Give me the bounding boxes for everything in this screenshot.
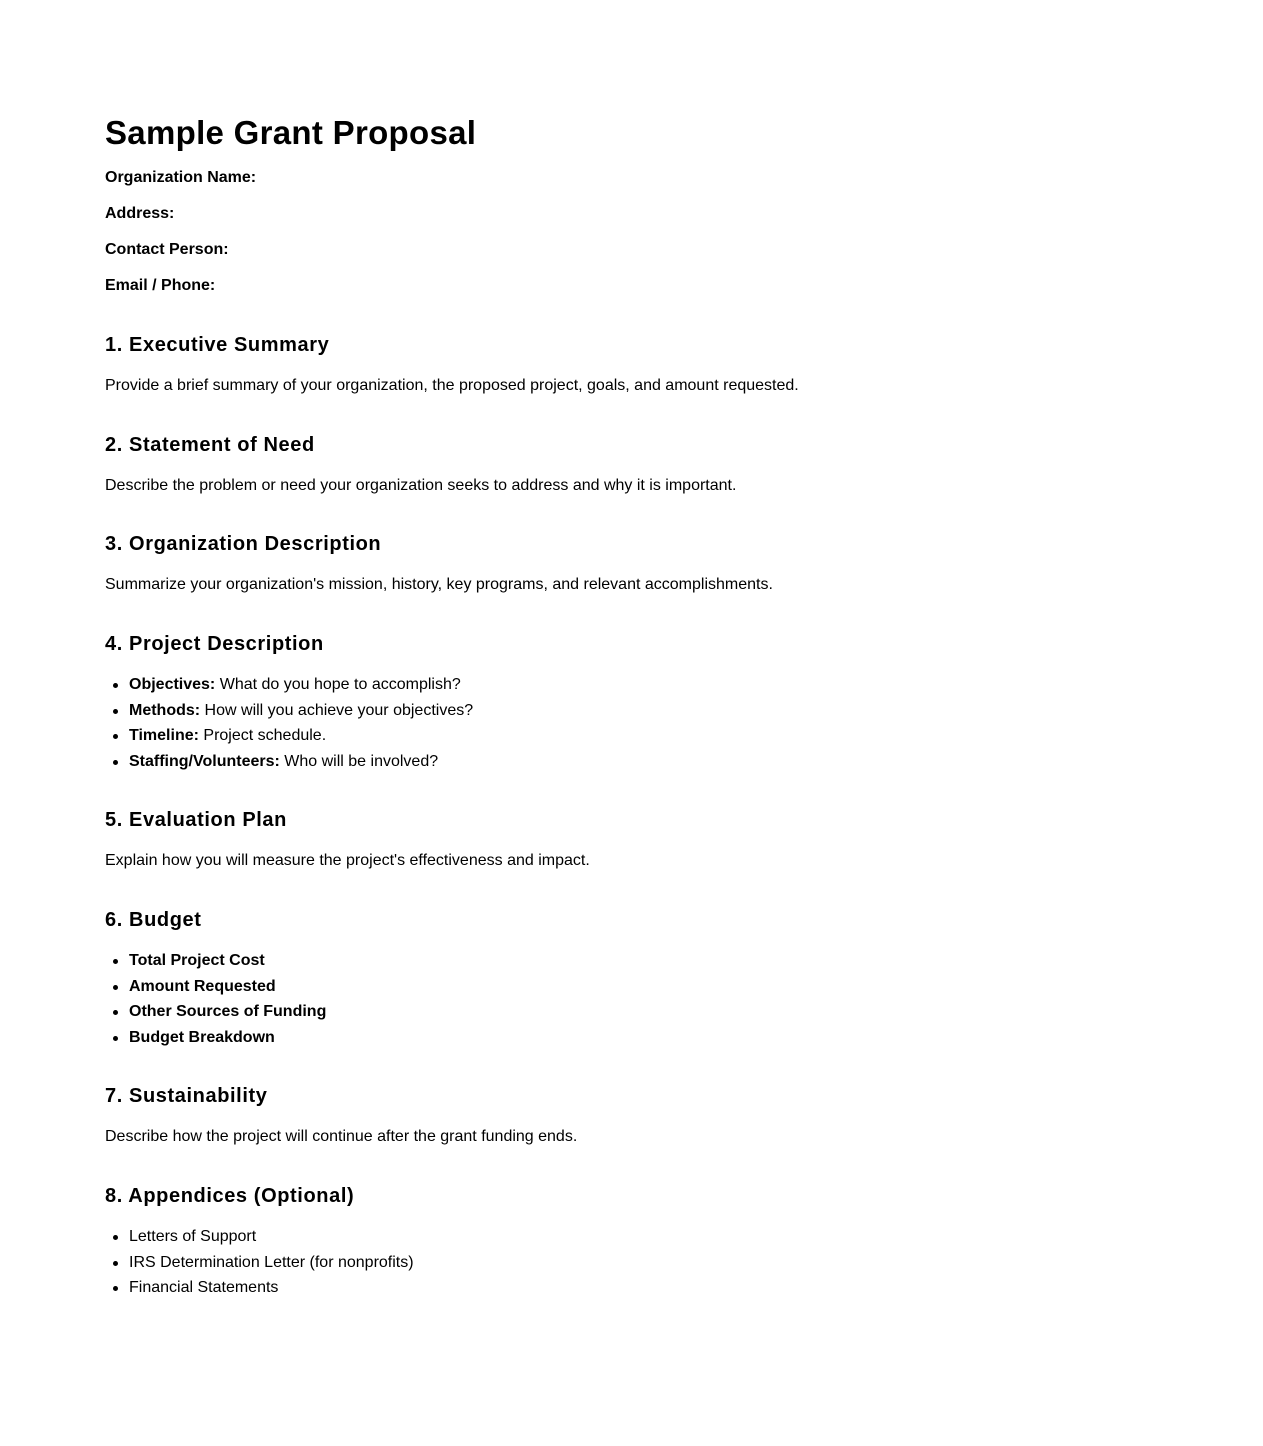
section-text-executive-summary: Provide a brief summary of your organization, the proposed project, goals, and amount requested. bbox=[105, 377, 799, 394]
bullet-icon bbox=[113, 1286, 118, 1291]
address-label: Address: bbox=[105, 205, 175, 222]
list-item-term: Timeline: bbox=[129, 727, 199, 745]
list-item-text: IRS Determination Letter (for nonprofits) bbox=[129, 1253, 414, 1271]
bullet-icon bbox=[113, 760, 118, 765]
list-item-term: Methods: bbox=[129, 701, 201, 719]
list-item bbox=[105, 1278, 414, 1304]
list-item-term: Objectives: bbox=[129, 676, 216, 693]
bullet-icon bbox=[113, 683, 118, 688]
list-item-desc: Who will be involved? bbox=[279, 753, 439, 771]
section-heading-statement-of-need: 2. Statement of Need bbox=[105, 434, 315, 456]
section-text-sustainability: Describe how the project will continue after the grant funding ends. bbox=[105, 1128, 578, 1145]
list-item-term: Amount Requested bbox=[129, 977, 276, 995]
list-item-text: Financial Statements bbox=[129, 1279, 279, 1297]
list-item-term: Staffing/Volunteers: bbox=[129, 753, 280, 771]
list-item bbox=[105, 752, 473, 778]
bullet-icon bbox=[113, 1235, 118, 1240]
list-item-desc: What do you hope to accomplish? bbox=[215, 676, 461, 693]
section-heading-appendices: 8. Appendices (Optional) bbox=[105, 1185, 355, 1207]
bullet-icon bbox=[113, 1036, 118, 1041]
list-item bbox=[105, 1227, 414, 1253]
list-item bbox=[105, 1002, 326, 1028]
section-heading-organization-description: 3. Organization Description bbox=[105, 533, 382, 555]
section-text-evaluation-plan: Explain how you will measure the project's effectiveness and impact. bbox=[105, 852, 590, 869]
section-heading-evaluation-plan: 5. Evaluation Plan bbox=[105, 809, 287, 831]
list-item bbox=[105, 977, 326, 1003]
list-item bbox=[105, 951, 326, 977]
list-item bbox=[105, 675, 473, 701]
section-heading-project-description: 4. Project Description bbox=[105, 633, 324, 655]
email-phone-label: Email / Phone: bbox=[105, 277, 216, 294]
bullet-icon bbox=[113, 1261, 118, 1266]
bullet-icon bbox=[113, 985, 118, 990]
list-item-desc: Project schedule. bbox=[198, 727, 327, 745]
bullet-icon bbox=[113, 959, 118, 964]
bullet-icon bbox=[113, 1010, 118, 1015]
section-heading-executive-summary: 1. Executive Summary bbox=[105, 334, 330, 356]
list-item-desc: How will you achieve your objectives? bbox=[200, 701, 474, 719]
list-item-text: Letters of Support bbox=[129, 1228, 257, 1245]
document-title: Sample Grant Proposal bbox=[105, 114, 477, 151]
organization-name-label: Organization Name: bbox=[105, 169, 257, 186]
list-item-term: Total Project Cost bbox=[129, 952, 265, 969]
list-item bbox=[105, 1028, 326, 1054]
section-text-statement-of-need: Describe the problem or need your organization seeks to address and why it is important. bbox=[105, 477, 737, 494]
contact-person-label: Contact Person: bbox=[105, 241, 229, 258]
appendices-list bbox=[105, 1227, 414, 1304]
list-item-term: Budget Breakdown bbox=[129, 1029, 275, 1047]
section-text-organization-description: Summarize your organization's mission, history, key programs, and relevant accomplishments. bbox=[105, 576, 773, 593]
list-item bbox=[105, 701, 473, 727]
bullet-icon bbox=[113, 734, 118, 739]
list-item-term: Other Sources of Funding bbox=[129, 1003, 327, 1021]
section-heading-sustainability: 7. Sustainability bbox=[105, 1085, 268, 1107]
bullet-icon bbox=[113, 709, 118, 714]
project-description-list bbox=[105, 675, 473, 778]
list-item bbox=[105, 1253, 414, 1279]
budget-list bbox=[105, 951, 326, 1054]
section-heading-budget: 6. Budget bbox=[105, 909, 202, 931]
list-item bbox=[105, 726, 473, 752]
